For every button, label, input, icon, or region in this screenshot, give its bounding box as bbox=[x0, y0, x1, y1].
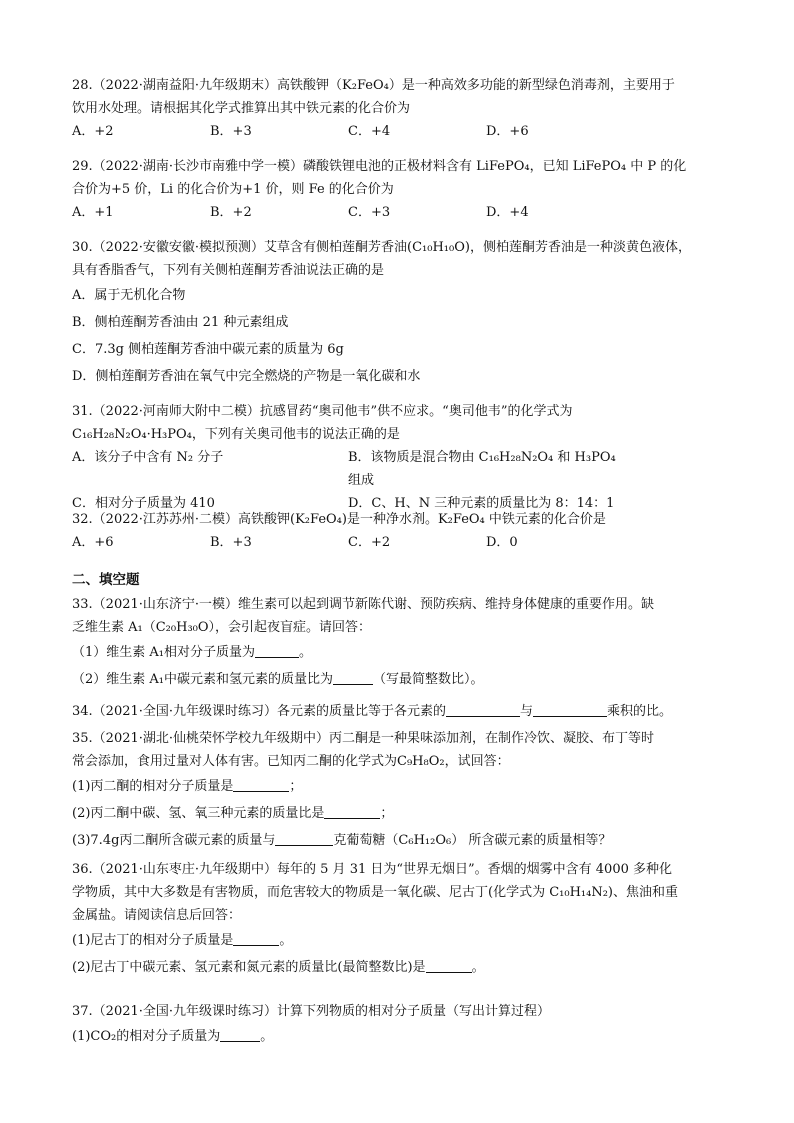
question-31 bbox=[72, 400, 728, 515]
question-33-sub2 bbox=[72, 666, 728, 693]
question-33 bbox=[72, 593, 728, 693]
question-34 bbox=[72, 700, 728, 723]
question-33-sub1-text: （1）维生素 A₁相对分子质量为 bbox=[72, 645, 256, 660]
question-35-sub1-text: (1)丙二酮的相对分子质量是 bbox=[72, 779, 234, 794]
option-a: A．+2 bbox=[72, 124, 114, 139]
question-35-sub3-text: (3)7.4g丙二酮所含碳元素的质量与 bbox=[72, 833, 276, 848]
question-32 bbox=[72, 508, 728, 554]
question-34-text: 34.（2021·全国·九年级课时练习）各元素的质量比等于各元素的 bbox=[72, 704, 447, 719]
question-37-sub1-text: (1)CO₂的相对分子质量为 bbox=[72, 1029, 221, 1044]
question-28-line2: 饮用水处理。请根据其化学式推算出其中铁元素的化合价为 bbox=[72, 101, 411, 116]
question-36-line3: 金属盐。请阅读信息后回答： bbox=[72, 908, 242, 923]
question-29-line1: 29.（2022·湖南·长沙市南雅中学一模）磷酸铁锂电池的正极材料含有 LiFePO₄，已知 LiFePO₄ 中 P 的化 bbox=[72, 159, 687, 174]
option-b: B．+3 bbox=[210, 535, 252, 550]
answer-blank[interactable] bbox=[533, 702, 607, 717]
question-33-sub2-end: （写最简整数比）。 bbox=[373, 672, 484, 687]
option-d: D．0 bbox=[486, 535, 518, 550]
question-35-sub2-text: (2)丙二酮中碳、氢、氧三种元素的质量比是 bbox=[72, 806, 325, 821]
question-36-line2: 学物质，其中大多数是有害物质，而危害较大的物质是一氧化碳、尼古丁(化学式为 C₁₀H₁₄N₂)、焦油和重 bbox=[72, 885, 678, 900]
question-33-line2: 乏维生素 A₁（C₂₀H₃₀O），会引起夜盲症。请回答： bbox=[72, 620, 372, 635]
answer-blank[interactable] bbox=[333, 670, 373, 685]
question-36 bbox=[72, 858, 728, 981]
question-33-line1: 33.（2021·山东济宁·一模）维生素可以起到调节新陈代谢、预防疾病、维持身体健康的重要作用。缺 bbox=[72, 597, 655, 612]
question-28-options bbox=[72, 120, 728, 143]
option-b: B．+3 bbox=[210, 124, 252, 139]
question-31-line1: 31.（2022·河南师大附中二模）抗感冒药“奥司他韦”供不应求。“奥司他韦”的化学式为 bbox=[72, 404, 573, 419]
question-37-sub1-end: 。 bbox=[260, 1029, 274, 1044]
option-c: C．相对分子质量为 410 bbox=[72, 496, 215, 511]
question-35-line1: 35.（2021·湖北·仙桃荣怀学校九年级期中）丙二酮是一种果味添加剂，在制作冷饮、凝胶、布丁等时 bbox=[72, 731, 655, 746]
question-28-line1: 28.（2022·湖南益阳·九年级期末）高铁酸钾（K₂FeO₄）是一种高效多功能的新型绿色消毒剂，主要用于 bbox=[72, 78, 675, 93]
answer-blank[interactable] bbox=[220, 1027, 260, 1042]
question-36-sub1-text: (1)尼古丁的相对分子质量是 bbox=[72, 933, 234, 948]
option-d: D．+4 bbox=[486, 205, 529, 220]
option-b: B．该物质是混合物由 C₁₆H₂₈N₂O₄ 和 H₃PO₄ 组成 bbox=[348, 450, 616, 488]
option-c: C．+3 bbox=[348, 205, 391, 220]
question-34-end: 乘积的比。 bbox=[607, 704, 673, 719]
question-29 bbox=[72, 155, 728, 224]
answer-blank[interactable] bbox=[446, 702, 520, 717]
question-35-line2: 常会添加，食用过量对人体有害。已知丙二酮的化学式为C₉H₈O₂，试回答： bbox=[72, 754, 510, 769]
option-a: A．该分子中含有 N₂ 分子 bbox=[72, 450, 224, 465]
question-37-line1: 37.（2021·全国·九年级课时练习）计算下列物质的相对分子质量（写出计算过程） bbox=[72, 1004, 551, 1019]
option-c: C．7.3g 侧柏莲酮芳香油中碳元素的质量为 6g bbox=[72, 342, 344, 357]
answer-blank[interactable] bbox=[275, 831, 333, 846]
question-36-sub2-text: (2)尼古丁中碳元素、氢元素和氮元素的质量比(最简整数比)是 bbox=[72, 960, 426, 975]
question-37-sub1 bbox=[72, 1023, 728, 1050]
question-33-sub1-end: 。 bbox=[299, 645, 313, 660]
question-36-line1: 36.（2021·山东枣庄·九年级期中）每年的 5 月 31 日为“世界无烟日”。香烟的烟雾中含有 4000 多种化 bbox=[72, 862, 673, 877]
question-35-sub3-end: 克葡萄糖（C₆H₁₂O₆） 所含碳元素的质量相等？ bbox=[333, 833, 612, 848]
question-31-options-row1 bbox=[72, 446, 728, 492]
question-30-line1: 30.（2022·安徽安徽·模拟预测）艾草含有侧柏莲酮芳香油(C₁₀H₁₀O)，侧柏莲酮芳香油是一种淡黄色液体， bbox=[72, 240, 691, 255]
answer-blank[interactable] bbox=[255, 643, 299, 658]
question-35-sub3 bbox=[72, 827, 728, 854]
question-35-sub1-end: ； bbox=[289, 779, 303, 794]
option-a: A．+1 bbox=[72, 205, 114, 220]
question-30-line2: 具有香脂香气，下列有关侧柏莲酮芳香油说法正确的是 bbox=[72, 263, 385, 278]
question-36-sub2-end: 。 bbox=[471, 960, 485, 975]
question-36-sub2 bbox=[72, 954, 728, 981]
option-a: A．属于无机化合物 bbox=[72, 288, 186, 303]
question-36-sub1 bbox=[72, 927, 728, 954]
question-33-sub2-text: （2）维生素 A₁中碳元素和氢元素的质量比为 bbox=[72, 672, 334, 687]
answer-blank[interactable] bbox=[324, 804, 380, 819]
question-35-sub2-end: ； bbox=[380, 806, 394, 821]
answer-blank[interactable] bbox=[233, 931, 279, 946]
question-31-line2: C₁₆H₂₈N₂O₄·H₃PO₄，下列有关奥司他韦的说法正确的是 bbox=[72, 427, 400, 442]
option-d: D．C、H、N 三种元素的质量比为 8：14：1 bbox=[348, 496, 615, 511]
question-28 bbox=[72, 74, 728, 143]
option-c: C．+2 bbox=[348, 535, 391, 550]
question-35-sub2 bbox=[72, 800, 728, 827]
question-34-mid: 与 bbox=[520, 704, 534, 719]
question-35-sub1 bbox=[72, 773, 728, 800]
question-36-sub1-end: 。 bbox=[279, 933, 293, 948]
question-35 bbox=[72, 727, 728, 854]
question-32-options bbox=[72, 531, 728, 554]
section-title-fill-in: 二、填空题 bbox=[72, 572, 140, 588]
option-b: B．侧柏莲酮芳香油由 21 种元素组成 bbox=[72, 315, 289, 330]
question-30 bbox=[72, 236, 728, 390]
option-a: A．+6 bbox=[72, 535, 114, 550]
option-b: B．+2 bbox=[210, 205, 252, 220]
question-33-sub1 bbox=[72, 639, 728, 666]
answer-blank[interactable] bbox=[426, 958, 472, 973]
question-29-line2: 合价为+5 价，Li 的化合价为+1 价，则 Fe 的化合价为 bbox=[72, 182, 394, 197]
question-34-line1 bbox=[72, 700, 728, 723]
option-d: D．侧柏莲酮芳香油在氧气中完全燃烧的产物是一氧化碳和水 bbox=[72, 369, 421, 384]
option-d: D．+6 bbox=[486, 124, 529, 139]
question-29-options bbox=[72, 201, 728, 224]
question-32-line1: 32.（2022·江苏苏州·二模）高铁酸钾(K₂FeO₄)是一种净水剂。K₂FeO₄ 中铁元素的化合价是 bbox=[72, 512, 606, 527]
option-c: C．+4 bbox=[348, 124, 391, 139]
question-37 bbox=[72, 1000, 728, 1050]
answer-blank[interactable] bbox=[233, 777, 289, 792]
